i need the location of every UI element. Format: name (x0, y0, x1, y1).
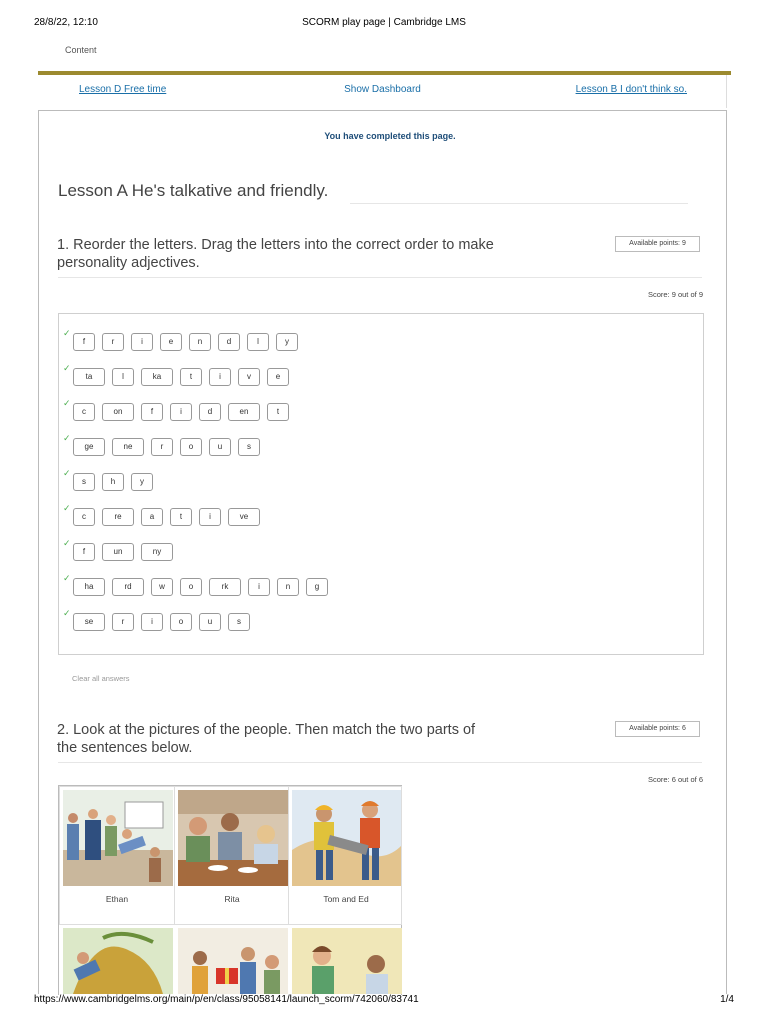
letter-tile[interactable]: u (209, 438, 231, 456)
letter-tile[interactable]: e (267, 368, 289, 386)
grid-cell-frame (59, 786, 175, 925)
person-card (290, 926, 402, 996)
grid-cell-frame (174, 786, 289, 925)
letter-tile[interactable]: i (131, 333, 153, 351)
print-header (0, 17, 768, 31)
person-name: Ethan (105, 894, 129, 904)
letter-tile[interactable]: y (276, 333, 298, 351)
letter-tile[interactable]: rd (112, 578, 144, 596)
friends-chatting-illustration (292, 928, 402, 994)
letter-tile[interactable]: i (199, 508, 221, 526)
letter-tile[interactable]: ne (112, 438, 144, 456)
letter-tile[interactable]: se (73, 613, 105, 631)
letter-tile[interactable]: n (189, 333, 211, 351)
correct-check-icon: ✓ (63, 468, 71, 478)
letter-tile[interactable]: w (151, 578, 173, 596)
letter-tile[interactable]: d (218, 333, 240, 351)
content-label[interactable]: Content (65, 45, 97, 55)
person-card (61, 926, 173, 996)
print-page-number: 1/4 (720, 994, 734, 1005)
letter-tile[interactable]: s (228, 613, 250, 631)
letter-tile[interactable]: i (170, 403, 192, 421)
letter-tile[interactable]: a (141, 508, 163, 526)
print-doc-title: SCORM play page | Cambridge LMS (302, 17, 466, 28)
gift-giving-illustration (178, 928, 288, 994)
letter-tile[interactable]: s (238, 438, 260, 456)
lesson-title: Lesson A He's talkative and friendly. (58, 181, 329, 200)
letter-tile[interactable]: t (170, 508, 192, 526)
clear-all-answers-button[interactable]: Clear all answers (72, 674, 130, 683)
correct-check-icon: ✓ (63, 538, 71, 548)
letter-tile[interactable]: c (73, 508, 95, 526)
letter-tile[interactable]: i (209, 368, 231, 386)
divider (58, 762, 702, 763)
grid-cell-frame (288, 786, 402, 925)
letter-tile[interactable]: ny (141, 543, 173, 561)
people-picture-grid (58, 785, 402, 995)
letter-tile[interactable]: on (102, 403, 134, 421)
letter-tile[interactable]: h (102, 473, 124, 491)
correct-check-icon: ✓ (63, 503, 71, 513)
person-card (176, 926, 288, 996)
letter-tile[interactable]: y (131, 473, 153, 491)
print-url: https://www.cambridgelms.org/main/p/en/class/95058141/launch_scorm/742060/83741 (34, 994, 419, 1005)
letter-tile[interactable]: c (73, 403, 95, 421)
letter-tile[interactable]: un (102, 543, 134, 561)
letter-tile[interactable]: o (180, 578, 202, 596)
lesson-nav (38, 75, 727, 108)
letter-tile[interactable]: rk (209, 578, 241, 596)
letter-tile[interactable]: t (180, 368, 202, 386)
divider (58, 277, 702, 278)
completion-message: You have completed this page. (324, 131, 456, 141)
question-2-score: Score: 6 out of 6 (647, 775, 703, 784)
letter-tile[interactable]: r (102, 333, 124, 351)
correct-check-icon: ✓ (63, 398, 71, 408)
reorder-letters-area (58, 313, 704, 655)
letter-tile[interactable]: ve (228, 508, 260, 526)
letter-tile[interactable]: f (73, 543, 95, 561)
letter-tile[interactable]: f (141, 403, 163, 421)
letter-tile[interactable]: i (141, 613, 163, 631)
correct-check-icon: ✓ (63, 573, 71, 583)
letter-tile[interactable]: n (277, 578, 299, 596)
letter-tile[interactable]: f (73, 333, 95, 351)
correct-check-icon: ✓ (63, 608, 71, 618)
letter-tile[interactable]: ka (141, 368, 173, 386)
letter-tile[interactable]: o (170, 613, 192, 631)
letter-tile[interactable]: s (73, 473, 95, 491)
correct-check-icon: ✓ (63, 328, 71, 338)
correct-check-icon: ✓ (63, 363, 71, 373)
letter-tile[interactable]: e (160, 333, 182, 351)
prev-lesson-link[interactable]: Lesson D Free time (79, 84, 167, 95)
letter-tile[interactable]: ge (73, 438, 105, 456)
letter-tile[interactable]: v (238, 368, 260, 386)
letter-tile[interactable]: l (247, 333, 269, 351)
print-datetime: 28/8/22, 12:10 (34, 17, 98, 28)
question-1-score: Score: 9 out of 9 (647, 290, 703, 299)
question-2-available-points: Available points: 6 (615, 721, 700, 737)
show-dashboard-link[interactable]: Show Dashboard (344, 84, 421, 95)
question-1-available-points: Available points: 9 (615, 236, 700, 252)
letter-tile[interactable]: l (112, 368, 134, 386)
question-2-title: 2. Look at the pictures of the people. Then match the two parts of the sentences below. (57, 722, 476, 756)
letter-tile[interactable]: i (248, 578, 270, 596)
letter-tile[interactable]: ha (73, 578, 105, 596)
person-name: Tom and Ed (323, 894, 369, 904)
letter-tile[interactable]: d (199, 403, 221, 421)
person-name: Rita (224, 894, 240, 904)
correct-check-icon: ✓ (63, 433, 71, 443)
letter-tile[interactable]: r (151, 438, 173, 456)
letter-tile[interactable]: re (102, 508, 134, 526)
painting-illustration (63, 928, 173, 994)
letter-tile[interactable]: r (112, 613, 134, 631)
letter-tile[interactable]: ta (73, 368, 105, 386)
question-1-title: 1. Reorder the letters. Drag the letters into the correct order to make personality adjectives. (57, 237, 494, 271)
letter-tile[interactable]: g (306, 578, 328, 596)
letter-tile[interactable]: t (267, 403, 289, 421)
letter-tile[interactable]: o (180, 438, 202, 456)
letter-tile[interactable]: en (228, 403, 260, 421)
divider (350, 203, 688, 204)
print-footer (0, 994, 768, 1008)
letter-tile[interactable]: u (199, 613, 221, 631)
next-lesson-link[interactable]: Lesson B I don't think so. (575, 84, 687, 95)
